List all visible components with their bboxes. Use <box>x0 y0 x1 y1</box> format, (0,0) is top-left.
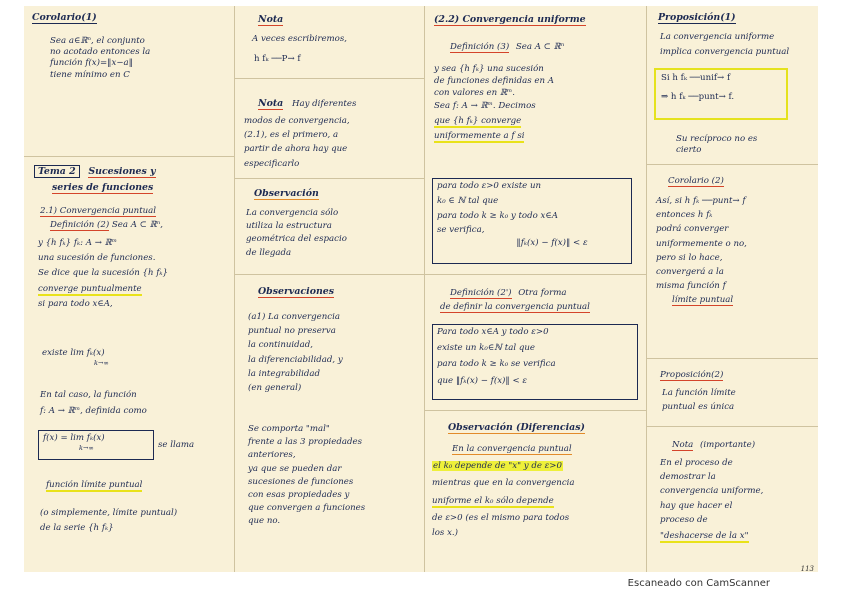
section-2-1-title: 2.1) Convergencia puntual <box>40 206 157 216</box>
nota-important-title: Nota <box>672 440 694 450</box>
section-divider <box>24 156 234 157</box>
pointwise-convergence-box: Para todo x∈A y todo ε>0 existe un k₀∈ℕ tal que para todo k ≥ k₀ se verifica que ‖fₖ(x) − f(x)‖ < ε <box>432 324 638 400</box>
definition-2-body: y {h fₖ} fₖ: A → ℝᵐ una sucesión de funciones. Se dice que la sucesión {h fₖ} converge puntualmente si para todo x∈A, <box>38 238 169 309</box>
converge-puntual-highlight: converge puntualmente <box>38 283 142 294</box>
observations-body: (a1) La convergencia puntual no preserva la continuidad, la diferenciabilidad, y la integrabilidad (en general) <box>248 312 343 394</box>
section-divider <box>646 358 818 359</box>
definition-2p-title: Definición (2') <box>450 288 512 298</box>
tema-label: Tema 2 <box>34 165 80 178</box>
section-divider <box>424 410 646 411</box>
nota-2-body: modos de convergencia, (2.1), es el primero, a partir de ahora hay que especificarlo <box>244 116 350 169</box>
observations-body-2: Se comporta "mal" frente a las 3 propiedades anteriores, ya que se pueden dar sucesiones de funciones con esas propiedades y que convergen a funciones que no. <box>248 424 366 527</box>
differences-title: Observación (Diferencias) <box>448 422 585 433</box>
case-text: En tal caso, la función f: A → ℝᵐ, definida como <box>40 390 147 417</box>
proposition-1-box: Si h fₖ ──unif→ f ⇒ h fₖ ──punt→ f. <box>654 68 788 120</box>
corollary-2-body: Así, si h fₖ ──punt→ f entonces h fₖ podrá converger uniformemente o no, pero si lo hace, convergerá a la misma función f límite puntual <box>656 196 747 306</box>
section-divider <box>646 426 818 427</box>
section-divider <box>234 178 424 179</box>
nota-title: Nota <box>258 14 284 25</box>
section-divider <box>646 164 818 165</box>
observations-title: Observaciones <box>258 286 335 297</box>
observation-title: Observación <box>254 188 319 199</box>
column-3: (2.2) Convergencia uniforme Definición (3) Sea A ⊂ ℝⁿ y sea {h fₖ} una sucesión de funciones definidas en A con valores en ℝᵐ. Sea f: A → ℝᵐ. Decimos que {h fₖ} converge uniformemente a f si para todo ε>0 existe un k₀ ∈ ℕ tal que para todo k ≥ k₀ y todo x∈A se verifica, ‖fₖ(x) − f(x)‖ < ε Definición (2') Otra forma de definir la convergencia puntual Para todo x∈A y todo ε>0 existe un k₀∈ℕ tal que para todo k ≥ k₀ se verifica que ‖fₖ(x) − f(x)‖ < ε Observación (Diferencias) En la convergencia puntual el k₀ depende de "x" y de ε>0 mientras que en la convergencia uniforme el k₀ sólo depende de ε>0 (es el mismo para todos los x.) <box>424 6 646 572</box>
column-2: Nota A veces escribiremos, h fₖ ──P→ f Nota Hay diferentes modos de convergencia, (2.1), es el primero, a partir de ahora hay que especificarlo Observación La convergencia sólo utiliza la estructura geométrica del espacio de llegada Observaciones (a1) La convergencia puntual no preserva la continuidad, la diferenciabilidad, y la integrabilidad (en general) Se comporta "mal" frente a las 3 propiedades anteriores, ya que se pueden dar sucesiones de funciones con esas propiedades y que convergen a funciones que no. <box>234 6 424 572</box>
definition-3-body: y sea {h fₖ} una sucesión de funciones definidas en A con valores en ℝᵐ. Sea f: A → ℝᵐ. Decimos que {h fₖ} converge uniformemente a f si <box>434 64 554 142</box>
formula-suffix: se llama <box>158 440 195 450</box>
proposition-1-tail: Su recíproco no es cierto <box>676 134 758 156</box>
definition-2p-line: de definir la convergencia puntual <box>440 302 590 312</box>
limit-exists: existe lim fₖ(x) <box>42 348 105 358</box>
tema-subtitle: series de funciones <box>52 182 154 193</box>
column-1: Corolario(1) Sea a∈ℝⁿ, el conjunto no acotado entonces la función f(x)=‖x−a‖ tiene mínimo en C Tema 2 Sucesiones y series de funciones 2.1) Convergencia puntual Definición (2) Sea A ⊂ ℝⁿ, y {h fₖ} fₖ: A → ℝᵐ una sucesión de funciones. Se dice que la sucesión {h fₖ} converge puntualmente si para todo x∈A, existe lim fₖ(x) k→∞ En tal caso, la función f: A → ℝᵐ, definida como f(x) = lim fₖ(x) k→∞ se llama función límite puntual (o simplemente, límite puntual) de la serie {h fₖ} <box>24 6 234 572</box>
observation-body: La convergencia sólo utiliza la estructura geométrica del espacio de llegada <box>246 208 347 258</box>
section-2-2-title: (2.2) Convergencia uniforme <box>434 14 586 25</box>
section-divider <box>424 274 646 275</box>
corollary-1-title: Corolario(1) <box>32 12 97 23</box>
limit-function-term: función límite puntual <box>46 480 143 490</box>
proposition-1-title: Proposición(1) <box>658 12 736 23</box>
proposition-2-body: La función límite puntual es única <box>662 388 736 413</box>
definition-2-title: Definición (2) <box>50 220 110 230</box>
page-number: 113 <box>800 565 814 572</box>
limit-formula-box: f(x) = lim fₖ(x) k→∞ <box>38 430 154 460</box>
nota-line: A veces escribiremos, <box>252 34 347 44</box>
uniform-convergence-box: para todo ε>0 existe un k₀ ∈ ℕ tal que para todo k ≥ k₀ y todo x∈A se verifica, ‖fₖ(x) − f(x)‖ < ε <box>432 178 632 264</box>
column-4: Proposición(1) La convergencia uniforme implica convergencia puntual Si h fₖ ──unif→ f ⇒ h fₖ ──punt→ f. Su recíproco no es cierto Corolario (2) Así, si h fₖ ──punt→ f entonces h fₖ podrá converger uniformemente o no, pero si lo hace, convergerá a la misma función f límite puntual Proposición(2) La función límite puntual es única Nota (importante) En el proceso de demostrar la convergencia uniforme, hay que hacer el proceso de "deshacerse de la x" 113 <box>646 6 818 572</box>
proposition-2-title: Proposición(2) <box>660 370 724 380</box>
scanner-watermark: Escaneado con CamScanner <box>627 578 770 589</box>
section-divider <box>234 78 424 79</box>
corollary-2-title: Corolario (2) <box>668 176 724 186</box>
tema-title: Sucesiones y <box>88 166 156 177</box>
nota-important-body: En el proceso de demostrar la convergencia uniforme, hay que hacer el proceso de "deshacerse de la x" <box>660 458 764 542</box>
proposition-1-body: La convergencia uniforme implica convergencia puntual <box>660 32 790 58</box>
section-divider <box>234 274 424 275</box>
differences-body: En la convergencia puntual el k₀ depende de "x" y de ε>0 mientras que en la convergencia uniforme el k₀ sólo depende de ε>0 (es el mismo para todos los x.) <box>432 444 575 539</box>
notebook-page <box>24 6 818 572</box>
definition-3-title: Definición (3) <box>450 42 510 52</box>
corollary-1-body: Sea a∈ℝⁿ, el conjunto no acotado entonces la función f(x)=‖x−a‖ tiene mínimo en C <box>50 36 151 80</box>
limit-function-tail: (o simplemente, límite puntual) de la serie {h fₖ} <box>40 508 178 534</box>
pointwise-arrow: h fₖ ──P→ f <box>254 54 301 64</box>
nota-2-title: Nota <box>258 98 284 109</box>
